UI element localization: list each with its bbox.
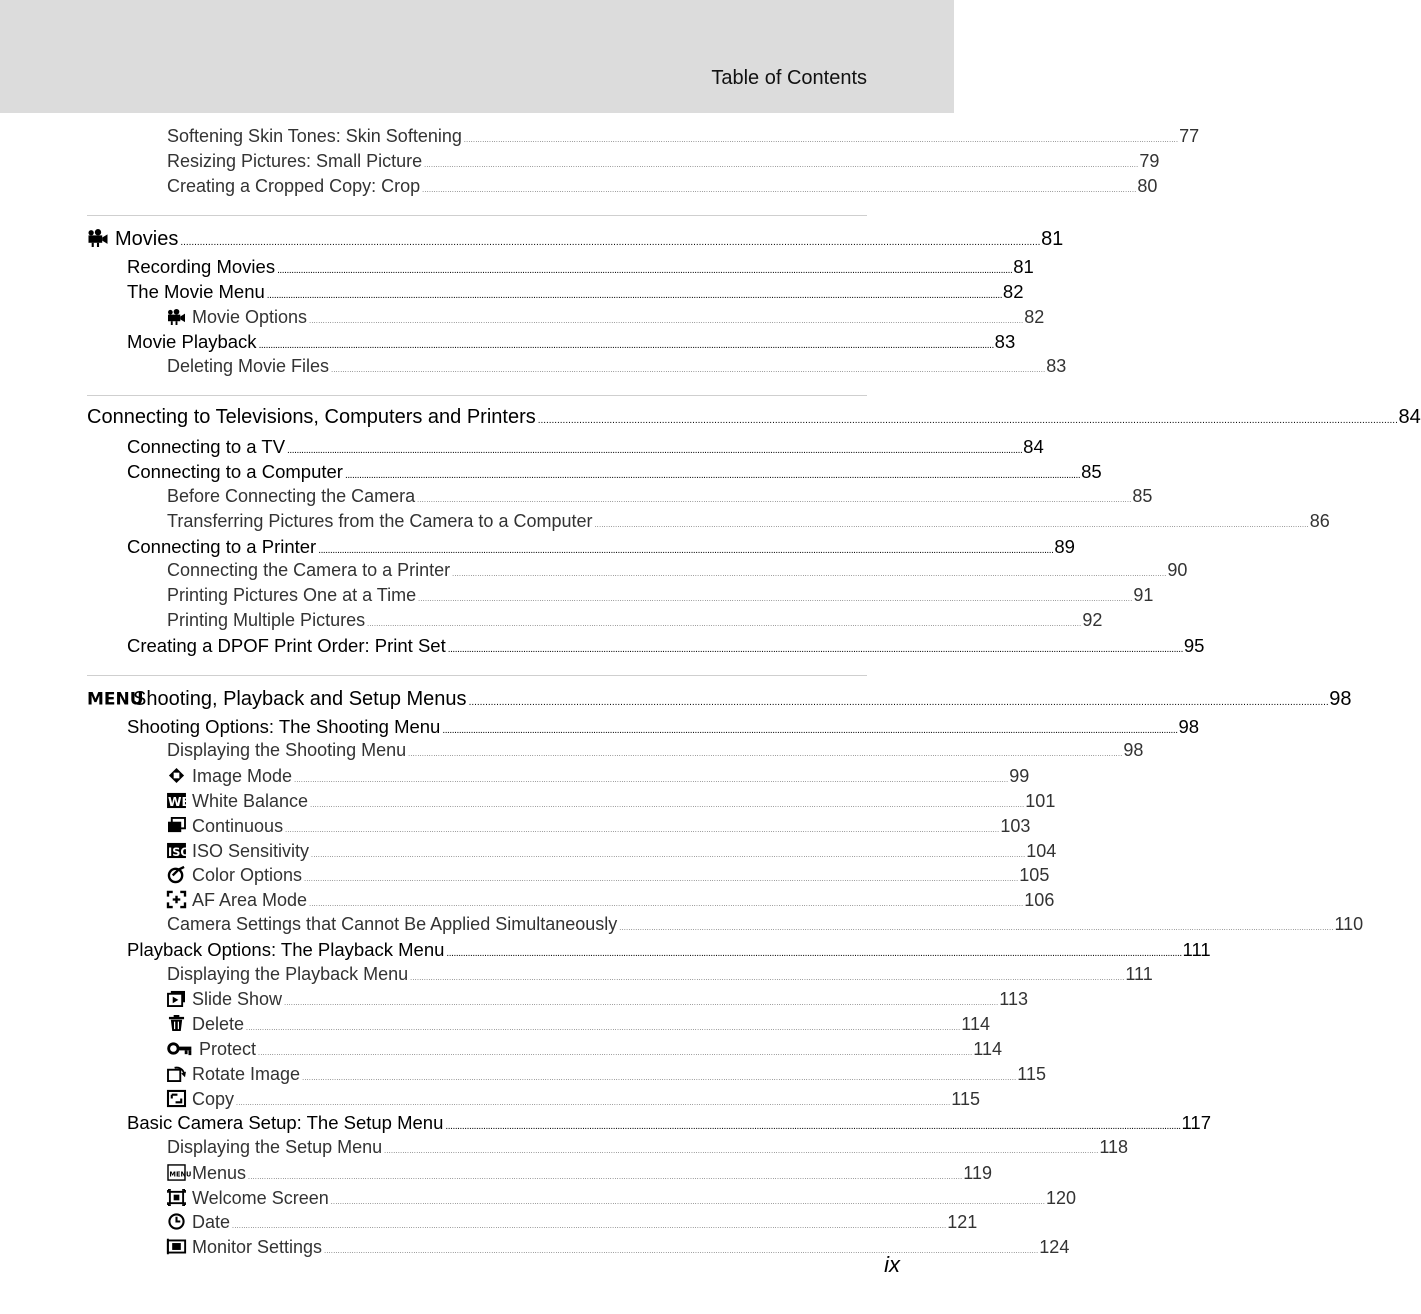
toc-entry-recording-movies[interactable] — [87, 256, 1034, 281]
toc-entry-page: 77 — [1179, 126, 1200, 146]
toc-entry-image-mode[interactable] — [87, 765, 1030, 790]
toc-entry-page: 110 — [1334, 913, 1364, 934]
toc-entry-label — [167, 151, 422, 172]
toc-entry-page: 111 — [1125, 963, 1153, 984]
dot-leader — [259, 340, 993, 351]
toc-entry-page: 115 — [1017, 1063, 1046, 1084]
toc-entry-page: 98 — [1178, 715, 1200, 737]
dot-leader — [318, 545, 1052, 556]
toc-entry-text: Continuous — [192, 815, 284, 836]
toc-entry-text: Welcome Screen — [192, 1187, 329, 1208]
dot-leader — [258, 1050, 971, 1057]
toc-entry-text: ISO Sensitivity — [192, 840, 310, 861]
dot-leader — [345, 470, 1079, 481]
svg-text:WB: WB — [168, 795, 191, 810]
toc-entry-page: 103 — [1000, 815, 1031, 836]
toc-entry-text: Copy — [192, 1088, 235, 1109]
toc-entry-text: Rotate Image — [192, 1063, 301, 1084]
dot-leader — [595, 522, 1308, 529]
toc-entry-page: 118 — [1099, 1137, 1129, 1158]
toc-entry-movie-playback[interactable] — [87, 330, 1016, 356]
toc-entry-label — [87, 686, 467, 711]
toc-entry-date[interactable] — [87, 1211, 978, 1236]
toc-entry-text: Shooting, Playback and Setup Menus — [133, 687, 467, 710]
toc-entry-page: 113 — [999, 989, 1028, 1010]
toc-entry-page: 98 — [1123, 740, 1144, 761]
dot-leader — [309, 318, 1022, 325]
toc-entry-basic-camera-setup-the-setup-menu[interactable] — [87, 1112, 1211, 1137]
toc-entry-text: Displaying the Setup Menu — [167, 1137, 383, 1158]
toc-entry-text: Delete — [192, 1014, 245, 1035]
toc-entry-text: Softening Skin Tones: Skin Softening — [167, 126, 462, 146]
toc-entry-shooting-options-the-shooting-menu[interactable] — [87, 715, 1200, 741]
toc-entry-label — [167, 889, 307, 911]
toc-entry-text: Movie Options — [192, 306, 308, 327]
svg-text:MENU: MENU — [169, 1170, 192, 1179]
toc-entry-label — [87, 226, 178, 251]
toc-entry-page: 84 — [1023, 436, 1044, 458]
dot-leader — [304, 876, 1017, 883]
dot-leader — [464, 137, 1177, 144]
toc-entry-page: 124 — [1039, 1237, 1070, 1258]
toc-entry-label — [167, 1088, 234, 1110]
toc-entry-page: 82 — [1002, 281, 1024, 303]
toc-entry-label — [167, 486, 415, 507]
toc-entry-slide-show[interactable] — [87, 988, 1028, 1013]
toc-entry-movies[interactable] — [87, 226, 1064, 256]
toc-entry-text: Printing Multiple Pictures — [167, 609, 366, 630]
toc-entry-label — [127, 256, 275, 278]
toc-entry-label — [167, 790, 308, 812]
menu-icon — [87, 688, 144, 710]
toc-entry-page: 106 — [1024, 890, 1055, 911]
dot-leader — [287, 445, 1021, 456]
toc-entry-label — [167, 964, 408, 985]
toc-entry-iso-sensitivity[interactable] — [87, 840, 1057, 865]
movie-icon — [87, 228, 109, 247]
toc-entry-text: Recording Movies — [127, 256, 276, 278]
copy-icon — [167, 1090, 186, 1107]
dot-leader — [331, 1199, 1044, 1206]
toc-entry-label — [127, 331, 257, 353]
toc-entry-creating-a-dpof-print-order-print-set[interactable] — [87, 634, 1205, 660]
toc-entry-menus[interactable] — [87, 1162, 992, 1187]
dot-leader — [384, 1148, 1097, 1155]
toc-entry-monitor-settings[interactable] — [87, 1236, 1070, 1261]
dot-leader — [180, 237, 1039, 248]
page-header — [0, 0, 954, 113]
toc-entry-page: 79 — [1139, 150, 1160, 171]
toc-entry-text: Creating a Cropped Copy: Crop — [167, 175, 421, 196]
continuous-icon — [167, 817, 186, 834]
toc-entry-label — [167, 1013, 244, 1035]
toc-entry-text: Displaying the Shooting Menu — [167, 740, 407, 761]
toc-entry-page: 83 — [1046, 355, 1067, 376]
toc-entry-page: 105 — [1019, 865, 1050, 886]
toc-entry-page: 80 — [1137, 175, 1158, 196]
toc-entry-playback-options-the-playback-menu[interactable] — [87, 938, 1211, 964]
toc-entry-label — [167, 610, 365, 631]
toc-entry-label — [127, 1112, 443, 1134]
dot-leader — [422, 187, 1135, 194]
dot-leader — [311, 852, 1024, 859]
dot-leader — [302, 1075, 1015, 1082]
dot-leader — [469, 697, 1328, 708]
toc-entry-text: The Movie Menu — [127, 281, 265, 303]
page-number: ix — [884, 1252, 900, 1277]
dot-leader — [232, 1223, 945, 1230]
toc-entry-printing-multiple-pictures[interactable] — [87, 609, 1103, 635]
toc-entry-text: Printing Pictures One at a Time — [167, 585, 417, 606]
toc-entry-page: 111 — [1182, 938, 1211, 960]
svg-text:MENU: MENU — [87, 689, 144, 710]
toc-entry-page: 114 — [961, 1014, 990, 1035]
toc-entry-label — [167, 356, 329, 377]
toc-entry-text: Image Mode — [192, 766, 293, 787]
toc-entry-page: 81 — [1041, 228, 1064, 251]
toc-entry-text: Creating a DPOF Print Order: Print Set — [127, 634, 446, 656]
trash-icon — [167, 1015, 186, 1032]
dot-leader — [538, 415, 1397, 426]
toc-entry-before-connecting-the-camera[interactable] — [87, 485, 1153, 511]
toc-entry-page: 81 — [1013, 256, 1034, 278]
color-options-icon — [167, 866, 186, 883]
toc-entry-label — [167, 1236, 322, 1258]
toc-entry-page: 85 — [1081, 461, 1102, 483]
dot-leader — [417, 497, 1130, 504]
toc-entry-white-balance[interactable] — [87, 790, 1056, 815]
dot-leader — [442, 725, 1176, 736]
toc-entry-page: 115 — [951, 1088, 980, 1109]
dot-leader — [418, 596, 1131, 603]
key-icon — [167, 1040, 193, 1057]
toc-entry-the-movie-menu[interactable] — [87, 281, 1024, 306]
dot-leader — [246, 1025, 959, 1032]
toc-entry-delete[interactable] — [87, 1013, 990, 1038]
toc-entry-page: 84 — [1398, 406, 1421, 429]
toc-entry-color-options[interactable] — [87, 864, 1050, 889]
toc-entry-label — [167, 815, 283, 837]
toc-entry-text: Movie Playback — [127, 330, 257, 352]
image-mode-icon — [167, 767, 186, 784]
toc-entry-text: Deleting Movie Files — [167, 355, 330, 376]
toc-entry-text: Connecting to a Printer — [127, 535, 317, 557]
dot-leader — [309, 901, 1022, 908]
toc-entry-label — [127, 536, 316, 558]
toc-entry-label — [167, 126, 462, 147]
toc-entry-text: Basic Camera Setup: The Setup Menu — [127, 1112, 444, 1134]
toc-entry-page: 86 — [1309, 510, 1330, 531]
toc-entry-page: 89 — [1054, 535, 1075, 557]
monitor-icon — [167, 1238, 186, 1255]
toc-entry-label — [167, 864, 302, 886]
dot-leader — [408, 751, 1121, 758]
toc-entry-text: Connecting to a Computer — [127, 461, 343, 483]
toc-entry-page: 91 — [1133, 585, 1154, 606]
dot-leader — [248, 1174, 961, 1181]
toc-entry-page: 90 — [1167, 560, 1188, 581]
toc-entry-rotate-image[interactable] — [87, 1063, 1046, 1088]
toc-entry-connecting-to-a-printer[interactable] — [87, 535, 1075, 561]
toc-entry-text: Connecting the Camera to a Printer — [167, 560, 451, 581]
toc-entry-label — [167, 1063, 300, 1085]
toc-entry-label — [127, 939, 444, 961]
toc-entry-displaying-the-shooting-menu[interactable] — [87, 740, 1144, 765]
toc-entry-text: Monitor Settings — [192, 1237, 323, 1258]
toc-entry-page: 85 — [1132, 485, 1153, 506]
toc-entry-label — [167, 740, 406, 761]
iso-icon — [167, 842, 191, 859]
toc-entry-page: 83 — [994, 330, 1016, 352]
toc-entry-page: 95 — [1183, 634, 1205, 656]
toc-entry-label — [127, 281, 265, 303]
dot-leader — [294, 777, 1007, 784]
toc-entry-text: Menus — [192, 1162, 247, 1183]
toc-entry-text: Before Connecting the Camera — [167, 485, 416, 506]
toc-entry-page: 117 — [1181, 1112, 1211, 1134]
toc-entry-protect[interactable] — [87, 1038, 1002, 1063]
toc-entry-label — [87, 406, 536, 429]
toc-entry-page: 98 — [1329, 687, 1352, 710]
toc-entry-page: 82 — [1024, 306, 1045, 327]
toc-entry-text: Protect — [199, 1038, 257, 1059]
dot-leader — [367, 621, 1080, 628]
toc-entry-welcome-screen[interactable] — [87, 1187, 1077, 1212]
dot-leader — [331, 367, 1044, 374]
toc-entry-text: Date — [192, 1212, 231, 1233]
toc-entry-label — [167, 1137, 382, 1158]
dot-leader — [324, 1248, 1037, 1255]
toc-entry-text: Camera Settings that Cannot Be Applied Simultaneously — [167, 913, 618, 934]
dot-leader — [424, 162, 1137, 169]
toc-entry-label — [167, 1187, 329, 1209]
toc-entry-label — [167, 988, 282, 1010]
table-of-contents — [87, 126, 1421, 1261]
toc-entry-copy[interactable] — [87, 1088, 980, 1113]
toc-entry-deleting-movie-files[interactable] — [87, 355, 1067, 381]
toc-entry-text: Connecting to a TV — [127, 436, 286, 458]
menus-icon — [167, 1164, 192, 1181]
dot-leader — [619, 925, 1332, 932]
toc-entry-label — [167, 585, 416, 606]
toc-entry-displaying-the-playback-menu[interactable] — [87, 963, 1153, 989]
toc-entry-label — [167, 1211, 230, 1233]
toc-entry-camera-settings-that-cannot-be-applied-simultaneously[interactable] — [87, 913, 1364, 939]
toc-entry-text: Resizing Pictures: Small Picture — [167, 150, 423, 171]
toc-entry-movie-options[interactable] — [87, 306, 1045, 331]
toc-entry-label — [127, 716, 440, 738]
toc-entry-text: White Balance — [192, 790, 309, 811]
toc-entry-connecting-to-televisions-computers-and-printers[interactable] — [87, 406, 1421, 436]
toc-entry-page: 120 — [1045, 1187, 1077, 1208]
toc-entry-printing-pictures-one-at-a-time[interactable] — [87, 585, 1154, 610]
clock-icon — [167, 1213, 186, 1230]
dot-leader — [285, 827, 998, 834]
toc-entry-af-area-mode[interactable] — [87, 889, 1055, 914]
toc-entry-connecting-to-a-tv[interactable] — [87, 436, 1044, 461]
dot-leader — [410, 975, 1123, 982]
toc-entry-transferring-pictures-from-the-camera-to-a-computer[interactable] — [87, 510, 1330, 536]
dot-leader — [236, 1100, 949, 1107]
toc-entry-softening-skin-tones-skin-softening[interactable] — [87, 126, 1200, 151]
dot-leader — [445, 1121, 1179, 1132]
toc-entry-page: 101 — [1025, 790, 1056, 811]
header-title: Table of Contents — [711, 67, 867, 89]
toc-entry-text: Slide Show — [192, 989, 283, 1010]
toc-entry-text: Connecting to Televisions, Computers and Printers — [87, 406, 536, 429]
toc-entry-page: 92 — [1082, 609, 1103, 630]
toc-entry-label — [167, 511, 593, 532]
toc-entry-text: Transferring Pictures from the Camera to a Computer — [167, 510, 593, 531]
toc-entry-label — [127, 436, 285, 458]
svg-text:ISO: ISO — [168, 844, 191, 859]
toc-entry-label — [167, 1038, 256, 1060]
toc-entry-label — [167, 1162, 246, 1184]
dot-leader — [284, 1000, 997, 1007]
welcome-screen-icon — [167, 1189, 186, 1206]
white-balance-icon — [167, 792, 191, 810]
toc-entry-label — [167, 176, 420, 197]
toc-entry-shooting-playback-and-setup-menus[interactable] — [87, 686, 1352, 716]
toc-entry-connecting-to-a-computer[interactable] — [87, 461, 1102, 486]
toc-entry-label — [167, 840, 309, 862]
dot-leader — [452, 571, 1165, 578]
toc-entry-label — [127, 461, 343, 483]
dot-leader — [448, 644, 1182, 655]
toc-entry-text: Shooting Options: The Shooting Menu — [127, 715, 441, 737]
toc-entry-page: 114 — [973, 1038, 1002, 1059]
toc-entry-label — [167, 560, 450, 581]
toc-entry-label — [167, 914, 617, 935]
toc-entry-label — [127, 635, 446, 657]
af-area-icon — [167, 891, 186, 908]
dot-leader — [267, 290, 1001, 301]
toc-entry-continuous[interactable] — [87, 815, 1031, 840]
toc-entry-label — [167, 306, 307, 328]
slide-show-icon — [167, 990, 186, 1007]
toc-entry-text: Displaying the Playback Menu — [167, 963, 409, 984]
toc-entry-page: 119 — [963, 1162, 992, 1183]
toc-entry-displaying-the-setup-menu[interactable] — [87, 1137, 1129, 1162]
toc-entry-text: Playback Options: The Playback Menu — [127, 938, 445, 960]
dot-leader — [310, 802, 1023, 809]
toc-entry-page: 121 — [947, 1212, 978, 1233]
toc-entry-resizing-pictures-small-picture[interactable] — [87, 150, 1160, 176]
dot-leader — [277, 265, 1011, 276]
toc-entry-page: 104 — [1026, 840, 1057, 861]
movie-icon — [167, 308, 186, 325]
toc-entry-creating-a-cropped-copy-crop[interactable] — [87, 175, 1158, 201]
toc-entry-text: AF Area Mode — [192, 890, 308, 911]
toc-entry-page: 99 — [1009, 766, 1030, 787]
toc-entry-text: Color Options — [192, 865, 303, 886]
toc-entry-connecting-the-camera-to-a-printer[interactable] — [87, 560, 1188, 585]
toc-entry-text: Movies — [115, 228, 179, 251]
toc-entry-label — [167, 765, 292, 787]
rotate-icon — [167, 1065, 186, 1082]
dot-leader — [446, 948, 1180, 959]
